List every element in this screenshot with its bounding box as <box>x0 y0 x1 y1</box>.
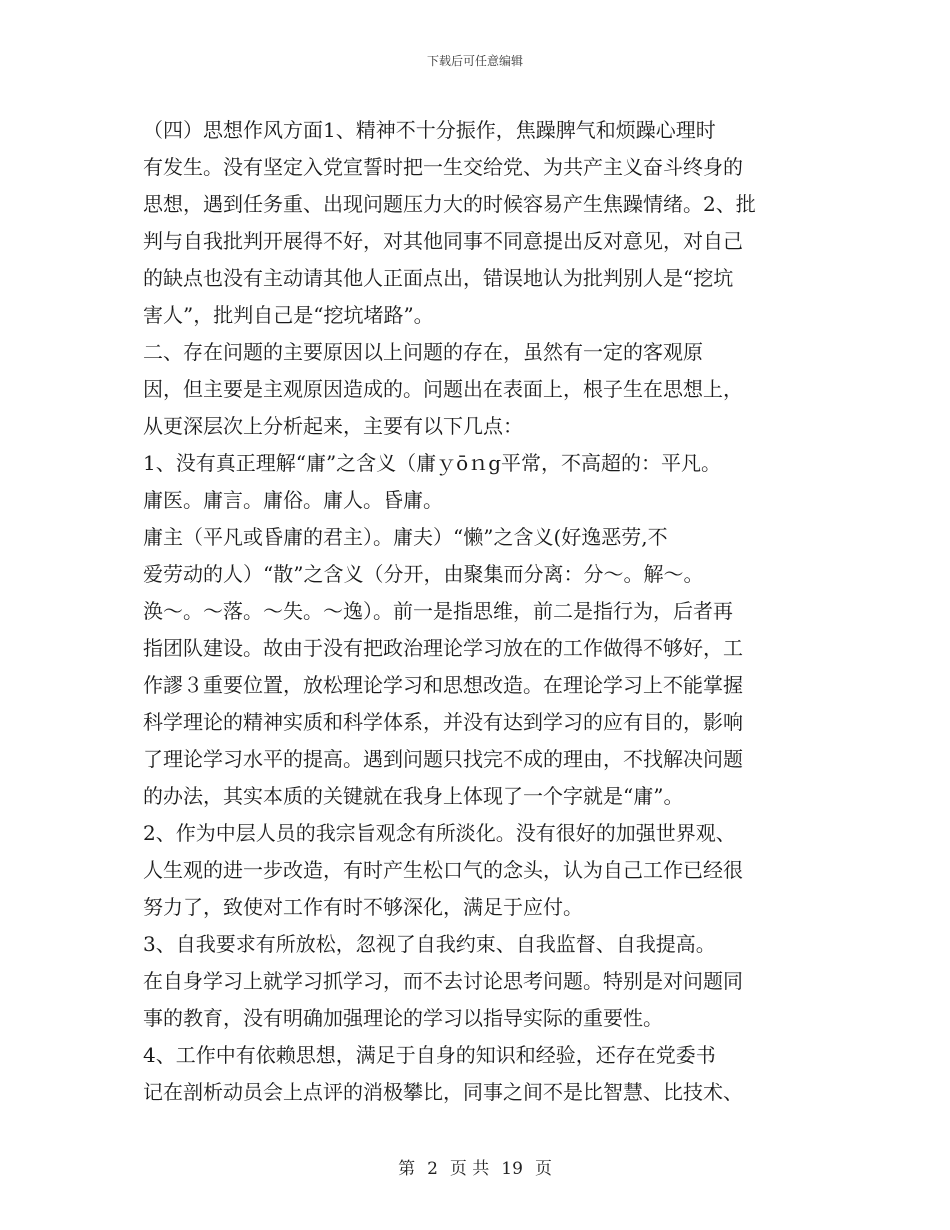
total-pages: 19 <box>501 1159 523 1179</box>
text-line: 判与自我批判开展得不好，对其他同事不同意提出反对意见，对自己 <box>143 229 743 253</box>
text-line: 的办法，其实本质的关键就在我身上体现了一个字就是“庸”。 <box>143 784 684 808</box>
text-line: 人生观的进一步改造，有时产生松口气的念头，认为自己工作已经很 <box>143 858 743 882</box>
text-line: 的缺点也没有主动请其他人正面点出，错误地认为批判别人是“挖坑 <box>143 266 734 290</box>
text-line: 事的教育，没有明确加强理论的学习以指导实际的重要性。 <box>143 1006 663 1030</box>
text-line: 2、作为中层人员的我宗旨观念有所淡化。没有很好的加强世界观、 <box>143 821 736 845</box>
text-line: 努力了，致使对工作有时不够深化，满足于应付。 <box>143 895 583 919</box>
text-line: （四）思想作风方面1、精神不十分振作，焦躁脾气和烦躁心理时 <box>143 118 716 142</box>
text-line: 涣～。～落。～失。～逸）。前一是指思维，前二是指行为，后者再 <box>143 599 733 623</box>
text-line: 4、工作中有依赖思想，满足于自身的知识和经验，还存在党委书 <box>143 1043 716 1067</box>
text-line: 害人”，批判自己是“挖坑堵路”。 <box>143 303 434 327</box>
text-line: 3、自我要求有所放松，忽视了自我约束、自我监督、自我提高。 <box>143 932 716 956</box>
footer-suffix: 页 <box>534 1159 552 1179</box>
text-line: 因，但主要是主观原因造成的。问题出在表面上，根子生在思想上， <box>143 377 743 401</box>
page-number: 2 <box>427 1159 438 1179</box>
text-line: 了理论学习水平的提高。遇到问题只找完不成的理由，不找解决问题 <box>143 747 743 771</box>
text-line: 记在剖析动员会上点评的消极攀比，同事之间不是比智慧、比技术、 <box>143 1080 743 1104</box>
text-line: 二、存在问题的主要原因以上问题的存在，虽然有一定的客观原 <box>143 340 703 364</box>
text-line: 指团队建设。故由于没有把政治理论学习放在的工作做得不够好，工 <box>143 636 743 660</box>
text-line: 庸主（平凡或昏庸的君主）。庸夫）“懒”之含义(好逸恶劳,不 <box>143 525 668 549</box>
text-line: 1、没有真正理解“庸”之含义（庸ｙōｎg平常，不高超的：平凡。 <box>143 451 722 475</box>
document-body <box>143 112 813 1111</box>
text-line: 爱劳动的人）“散”之含义（分开，由聚集而分离：分～。解～。 <box>143 562 704 586</box>
text-line: 在自身学习上就学习抓学习，而不去讨论思考问题。特别是对问题同 <box>143 969 743 993</box>
page-header: 下载后可任意编辑 <box>426 54 523 68</box>
page-footer <box>0 1154 950 1179</box>
text-line: 科学理论的精神实质和科学体系，并没有达到学习的应有目的，影响 <box>143 710 743 734</box>
text-line: 作謬３重要位置，放松理论学习和思想改造。在理论学习上不能掌握 <box>143 673 743 697</box>
footer-prefix: 第 <box>398 1159 416 1179</box>
text-line: 庸医。庸言。庸俗。庸人。昏庸。 <box>143 488 443 512</box>
text-line: 有发生。没有坚定入党宣誓时把一生交给党、为共产主义奋斗终身的 <box>143 155 743 179</box>
text-line: 从更深层次上分析起来，主要有以下几点： <box>143 414 523 438</box>
footer-mid: 页 共 <box>449 1159 490 1179</box>
text-line: 思想，遇到任务重、出现问题压力大的时候容易产生焦躁情绪。2、批 <box>143 192 756 216</box>
